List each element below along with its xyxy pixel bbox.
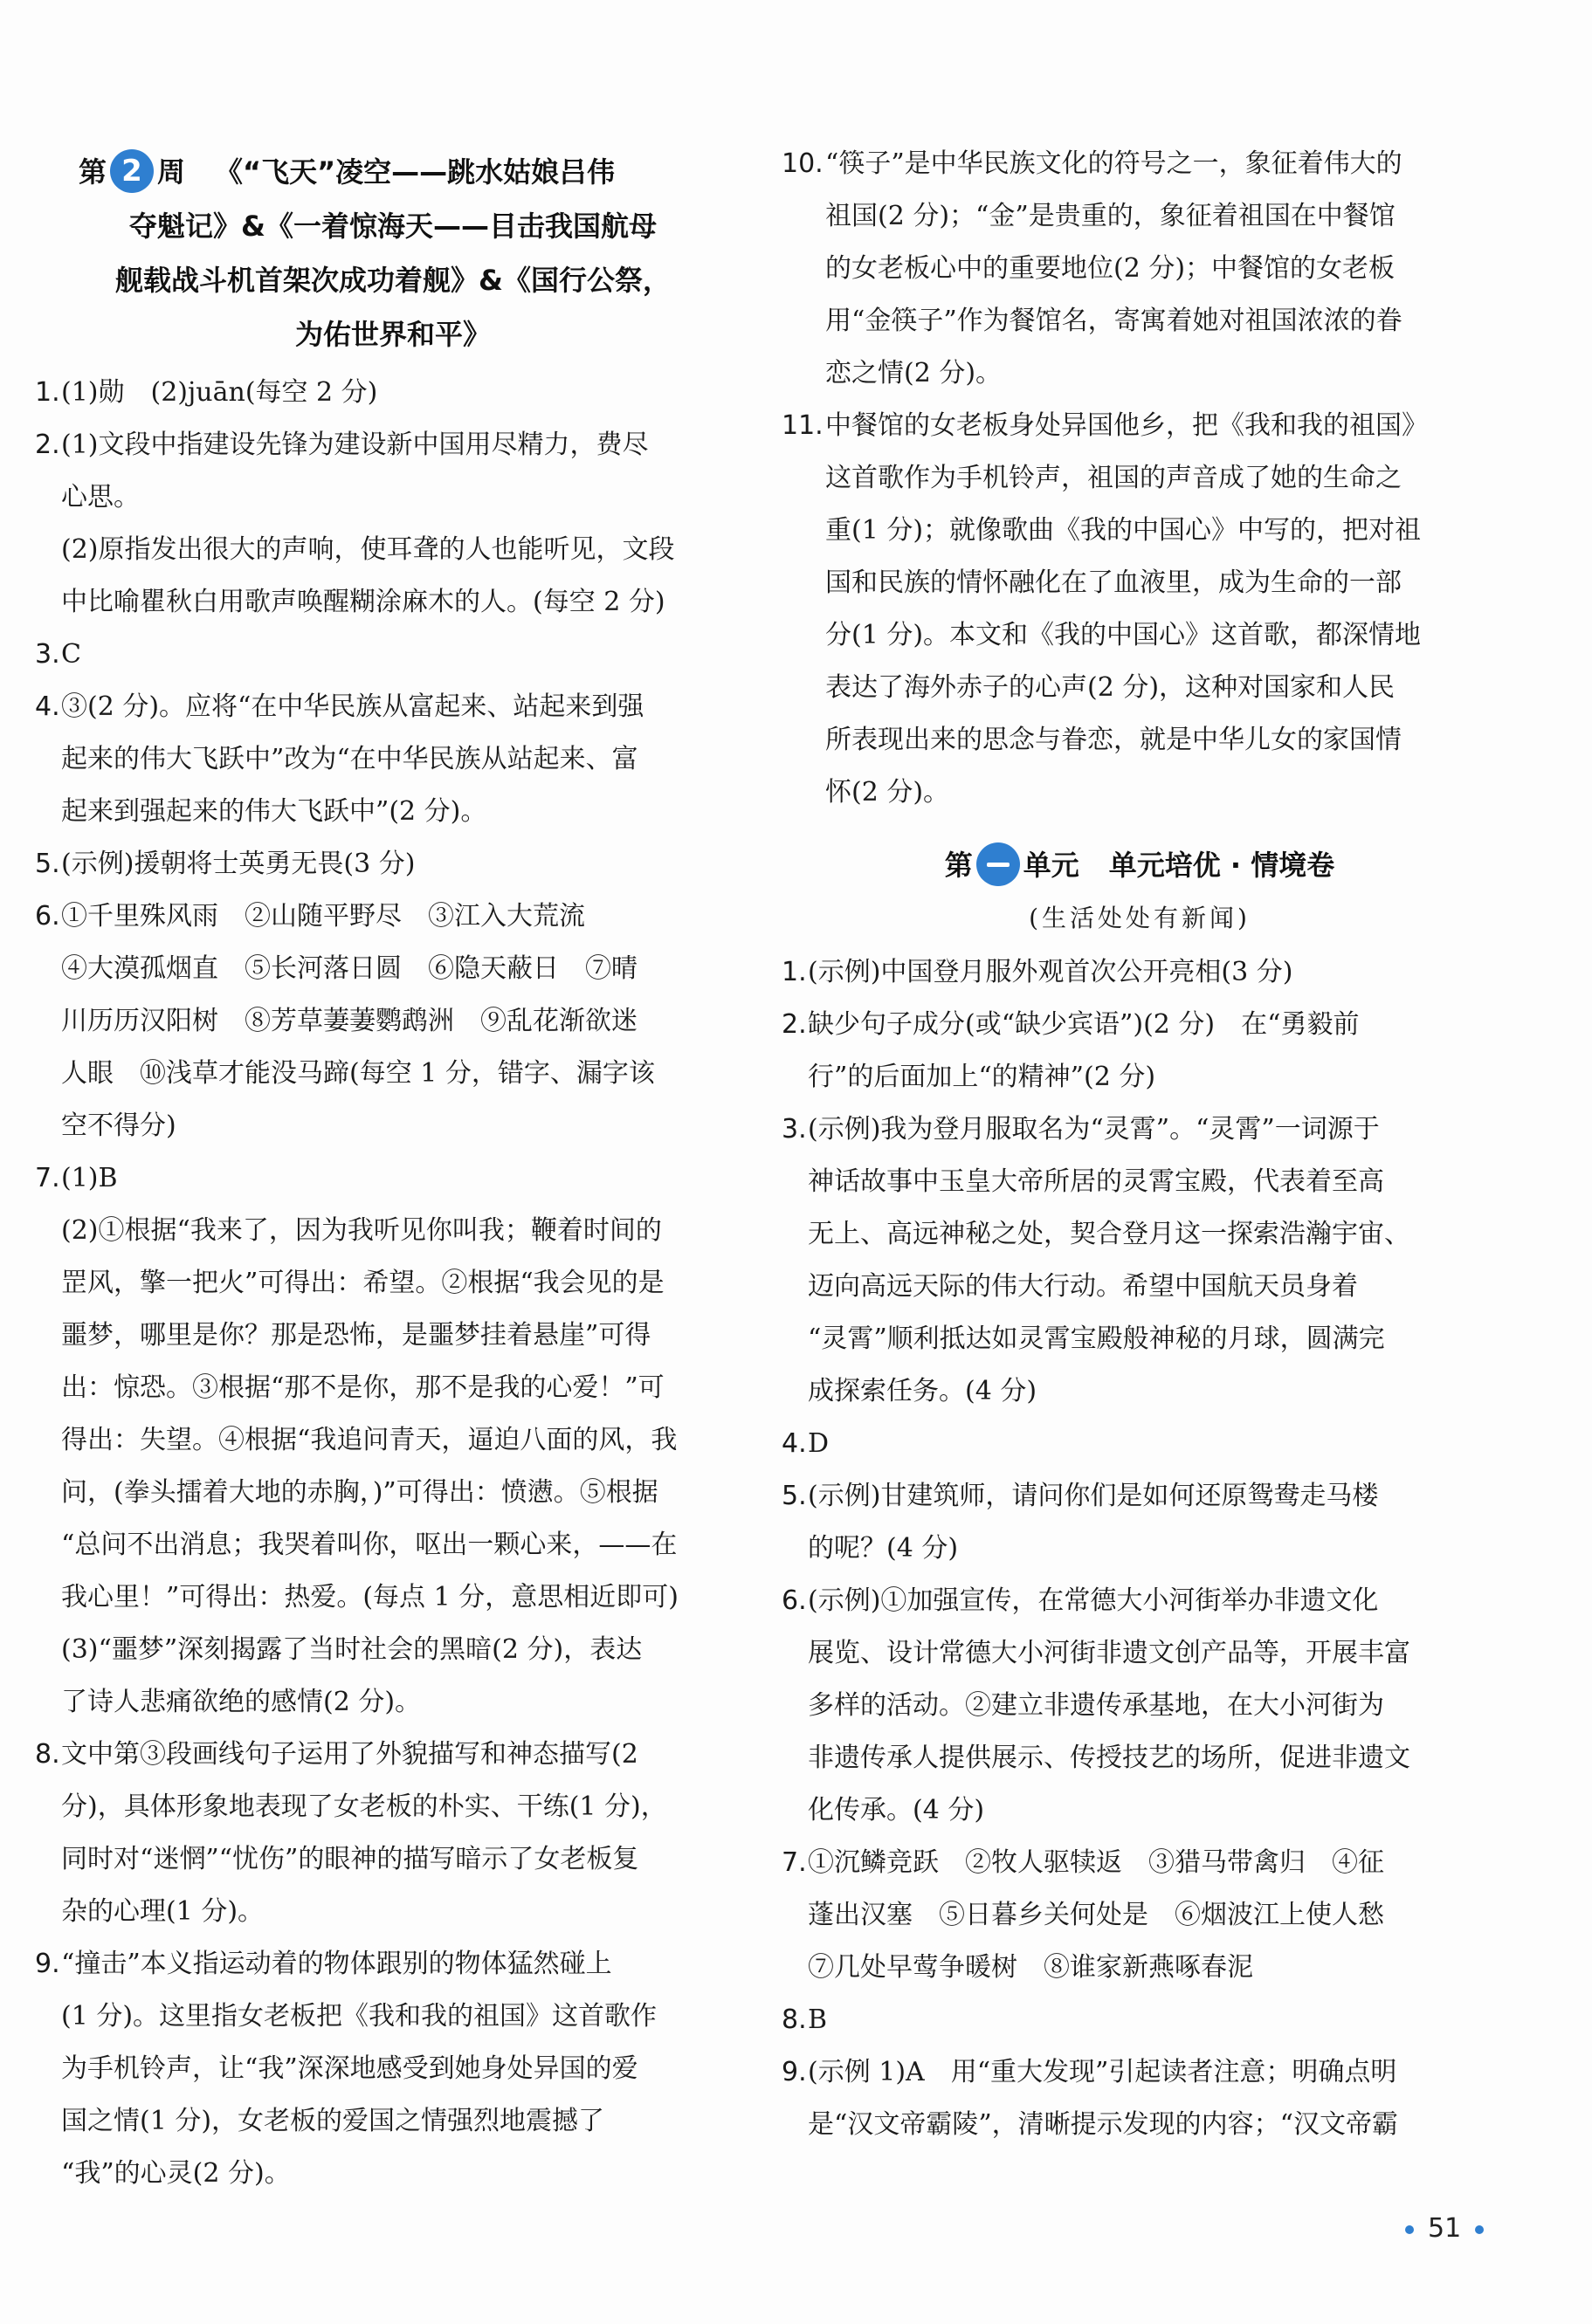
- answer-line: 罡风，擎一把火”可得出：希望。②根据“我会见的是: [61, 1268, 665, 1298]
- answer-number: 5.: [782, 1481, 807, 1511]
- answer-line: 的呢？(4 分): [808, 1533, 959, 1564]
- answer-line: (示例 1)A 用“重大发现”引起读者注意；明确点明: [808, 2057, 1397, 2087]
- week-title-line3: 舰载战斗机首架次成功着舰》&《国行公祭，: [115, 264, 671, 297]
- answer-line: 恋之情(2 分)。: [825, 358, 1003, 388]
- answer-line: 用“金筷子”作为餐馆名，寄寓着她对祖国浓浓的眷: [825, 306, 1402, 336]
- week-title-line2: 夺魁记》&《一着惊海天——目击我国航母: [129, 210, 657, 243]
- answer-number: 2.: [35, 430, 60, 460]
- answer-line: (2)原指发出很大的声响，使耳聋的人也能听见，文段: [61, 534, 675, 565]
- answer-line: 起来到强起来的伟大飞跃中”(2 分)。: [61, 796, 487, 827]
- answer-item: [35, 629, 751, 681]
- answer-line: (示例)中国登月服外观首次公开亮相(3 分): [808, 957, 1293, 987]
- answer-line: 迈向高远天际的伟大行动。希望中国航天员身着: [808, 1271, 1358, 1302]
- answer-line: 人眼 ⑩浅草才能没马蹄(每空 1 分，错字、漏字该: [61, 1058, 655, 1089]
- answer-line: 分)，具体形象地表现了女老板的朴实、干练(1 分)，: [61, 1791, 667, 1822]
- unit-number-badge: [976, 842, 1020, 886]
- answer-number: 4.: [782, 1428, 807, 1459]
- answer-line: C: [61, 639, 81, 670]
- answer-line: 是“汉文帝霸陵”，清晰提示发现的内容；“汉文帝霸: [808, 2109, 1399, 2140]
- answer-item: [782, 1994, 1498, 2046]
- answer-item: [782, 1104, 1498, 1418]
- week-title: [35, 145, 751, 361]
- answer-line: ①千里殊风雨 ②山随平野尽 ③江入大荒流: [61, 901, 585, 932]
- answer-item: [35, 367, 751, 419]
- answer-line: 问，(拳头擂着大地的赤胸，)”可得出：愤懑。⑤根据: [61, 1477, 658, 1508]
- answer-line: 得出：失望。④根据“我追问青天，逼迫八面的风，我: [61, 1425, 678, 1455]
- answer-number: 3.: [782, 1114, 807, 1145]
- answer-line: 无上、高远神秘之处，契合登月这一探索浩瀚宇宙、: [808, 1219, 1410, 1249]
- answer-line: 非遗传承人提供展示、传授技艺的场所，促进非遗文: [808, 1743, 1410, 1773]
- answer-item: [782, 138, 1498, 400]
- unit-title-main: 单元培优 · 情境卷: [1108, 849, 1335, 882]
- answer-number: 6.: [782, 1585, 807, 1616]
- answer-line: 空不得分): [61, 1110, 176, 1141]
- answer-number: 8.: [35, 1739, 60, 1770]
- answer-line: (1)文段中指建设先锋为建设新中国用尽精力，费尽: [61, 430, 649, 460]
- answer-line: 中比喻瞿秋白用歌声唤醒糊涂麻木的人。(每空 2 分): [61, 587, 665, 617]
- week-title-line4: 为佑世界和平》: [294, 318, 491, 351]
- answer-line: 心思。: [61, 482, 140, 512]
- answer-line: 怀(2 分)。: [825, 777, 950, 808]
- right-answer-list-bottom: [782, 946, 1498, 2151]
- answer-number: 1.: [35, 377, 60, 408]
- answer-line: 为手机铃声，让“我”深深地感受到她身处异国的爱: [61, 2053, 638, 2084]
- answer-line: (示例)我为登月服取名为“灵霄”。“灵霄”一词源于: [808, 1114, 1380, 1145]
- answer-line: 行”的后面加上“的精神”(2 分): [808, 1062, 1156, 1092]
- answer-line: 所表现出来的思念与眷恋，就是中华儿女的家国情: [825, 725, 1402, 755]
- answer-number: 11.: [782, 410, 824, 441]
- answer-item: [782, 999, 1498, 1104]
- answer-line: 出：惊恐。③根据“那不是你，那不是我的心爱！”可: [61, 1372, 665, 1403]
- answer-line: (1 分)。这里指女老板把《我和我的祖国》这首歌作: [61, 2001, 658, 2032]
- answer-line: ⑦几处早莺争暖树 ⑧谁家新燕啄春泥: [808, 1952, 1253, 1983]
- answer-line: 这首歌作为手机铃声，祖国的声音成了她的生命之: [825, 463, 1402, 493]
- page-number-text: 51: [1428, 2213, 1462, 2244]
- answer-line: (1)B: [61, 1163, 118, 1193]
- answer-line: 神话故事中玉皇大帝所居的灵霄宝殿，代表着至高: [808, 1166, 1384, 1197]
- dot-right-icon: [1475, 2225, 1484, 2234]
- answer-item: [35, 1729, 751, 1938]
- answer-line: D: [808, 1428, 830, 1459]
- answer-item: [782, 400, 1498, 819]
- answer-item: [35, 838, 751, 890]
- answer-line: 分(1 分)。本文和《我的中国心》这首歌，都深情地: [825, 620, 1422, 650]
- answer-item: [782, 946, 1498, 999]
- answer-line: 中餐馆的女老板身处异国他乡，把《我和我的祖国》: [825, 410, 1428, 441]
- answer-number: 6.: [35, 901, 60, 932]
- answer-number: 2.: [782, 1009, 807, 1040]
- unit-title: [782, 838, 1498, 892]
- answer-line: (1)勋 (2)juān(每空 2 分): [61, 377, 378, 408]
- unit-title-suffix: 单元: [1023, 849, 1079, 882]
- dot-left-icon: [1405, 2225, 1414, 2234]
- answer-line: 祖国(2 分)；“金”是贵重的，象征着祖国在中餐馆: [825, 201, 1396, 231]
- week-number-badge: 2: [110, 149, 154, 193]
- answer-item: [782, 1470, 1498, 1575]
- answer-number: 10.: [782, 148, 824, 179]
- right-column: [782, 0, 1498, 2151]
- answer-line: 表达了海外赤子的心声(2 分)，这种对国家和人民: [825, 672, 1396, 703]
- unit-title-prefix: 第: [944, 849, 973, 882]
- unit-subtitle: (生活处处有新闻): [1029, 904, 1251, 932]
- answer-item: [35, 419, 751, 629]
- answer-line: ④大漠孤烟直 ⑤长河落日圆 ⑥隐天蔽日 ⑦晴: [61, 953, 637, 984]
- answer-number: 9.: [35, 1949, 60, 1979]
- answer-line: 国和民族的情怀融化在了血液里，成为生命的一部: [825, 567, 1402, 598]
- answer-line: 的女老板心中的重要地位(2 分)；中餐馆的女老板: [825, 253, 1396, 284]
- answer-item: [35, 890, 751, 1152]
- answer-line: 杂的心理(1 分)。: [61, 1896, 265, 1927]
- left-column: [35, 0, 751, 2200]
- answer-line: 川历历汉阳树 ⑧芳草萋萋鹦鹉洲 ⑨乱花渐欲迷: [61, 1006, 637, 1036]
- answer-line: (2)①根据“我来了，因为我听见你叫我；鞭着时间的: [61, 1215, 662, 1246]
- left-answer-list: [35, 367, 751, 2200]
- answer-line: “筷子”是中华民族文化的符号之一，象征着伟大的: [825, 148, 1402, 179]
- answer-line: 蓬出汉塞 ⑤日暮乡关何处是 ⑥烟波江上使人愁: [808, 1900, 1384, 1930]
- answer-number: 5.: [35, 849, 60, 879]
- answer-number: 8.: [782, 2004, 807, 2035]
- answer-line: (示例)甘建筑师，请问你们是如何还原鸳鸯走马楼: [808, 1481, 1379, 1511]
- answer-item: [35, 1938, 751, 2200]
- answer-line: 重(1 分)；就像歌曲《我的中国心》中写的，把对祖: [825, 515, 1422, 546]
- page-number: [1391, 2213, 1498, 2244]
- answer-item: [35, 681, 751, 838]
- answer-item: [782, 1837, 1498, 1994]
- answer-line: “灵霄”顺利抵达如灵霄宝殿般神秘的月球，圆满完: [808, 1324, 1385, 1354]
- answer-item: [782, 1418, 1498, 1470]
- answer-line: 文中第③段画线句子运用了外貌描写和神态描写(2: [61, 1739, 638, 1770]
- answer-line: (示例)①加强宣传，在常德大小河街举办非遗文化: [808, 1585, 1379, 1616]
- answer-item: [35, 1152, 751, 1729]
- answer-number: 7.: [35, 1163, 60, 1193]
- answer-item: [782, 1575, 1498, 1837]
- answer-line: 化传承。(4 分): [808, 1795, 985, 1826]
- answer-line: (3)“噩梦”深刻揭露了当时社会的黑暗(2 分)，表达: [61, 1634, 643, 1665]
- answer-number: 9.: [782, 2057, 807, 2087]
- answer-line: 我心里！”可得出：热爱。(每点 1 分，意思相近即可): [61, 1582, 679, 1612]
- right-answer-list-top: [782, 138, 1498, 819]
- answer-item: [782, 2046, 1498, 2151]
- week-title-suffix: 周: [157, 155, 186, 189]
- answer-line: “我”的心灵(2 分)。: [61, 2158, 291, 2189]
- answer-number: 4.: [35, 691, 60, 722]
- answer-line: 国之情(1 分)，女老板的爱国之情强烈地震撼了: [61, 2106, 605, 2136]
- answer-line: 缺少句子成分(或“缺少宾语”)(2 分) 在“勇毅前: [808, 1009, 1360, 1040]
- answer-line: “总问不出消息；我哭着叫你，呕出一颗心来，——在: [61, 1530, 678, 1560]
- answer-line: 起来的伟大飞跃中”改为“在中华民族从站起来、富: [61, 744, 638, 774]
- answer-line: 展览、设计常德大小河街非遗文创产品等，开展丰富: [808, 1638, 1410, 1668]
- answer-line: 了诗人悲痛欲绝的感情(2 分)。: [61, 1687, 422, 1717]
- answer-line: 成探索任务。(4 分): [808, 1376, 1037, 1406]
- answer-number: 3.: [35, 639, 60, 670]
- answer-line: “撞击”本义指运动着的物体跟别的物体猛然碰上: [61, 1949, 612, 1979]
- answer-line: ①沉鳞竞跃 ②牧人驱犊返 ③猎马带禽归 ④征: [808, 1847, 1384, 1878]
- week-title-line1: 《“飞天”凌空——跳水姑娘吕伟: [215, 155, 616, 189]
- answer-line: 多样的活动。②建立非遗传承基地，在大小河街为: [808, 1690, 1384, 1721]
- answer-line: 噩梦，哪里是你？那是恐怖，是噩梦挂着悬崖”可得: [61, 1320, 651, 1351]
- answer-number: 7.: [782, 1847, 807, 1878]
- answer-line: 同时对“迷惘”“忧伤”的眼神的描写暗示了女老板复: [61, 1844, 639, 1874]
- answer-number: 1.: [782, 957, 807, 987]
- week-title-prefix: 第: [79, 155, 107, 189]
- answer-line: ③(2 分)。应将“在中华民族从富起来、站起来到强: [61, 691, 644, 722]
- answer-line: (示例)援朝将士英勇无畏(3 分): [61, 849, 416, 879]
- answer-line: B: [808, 2004, 828, 2035]
